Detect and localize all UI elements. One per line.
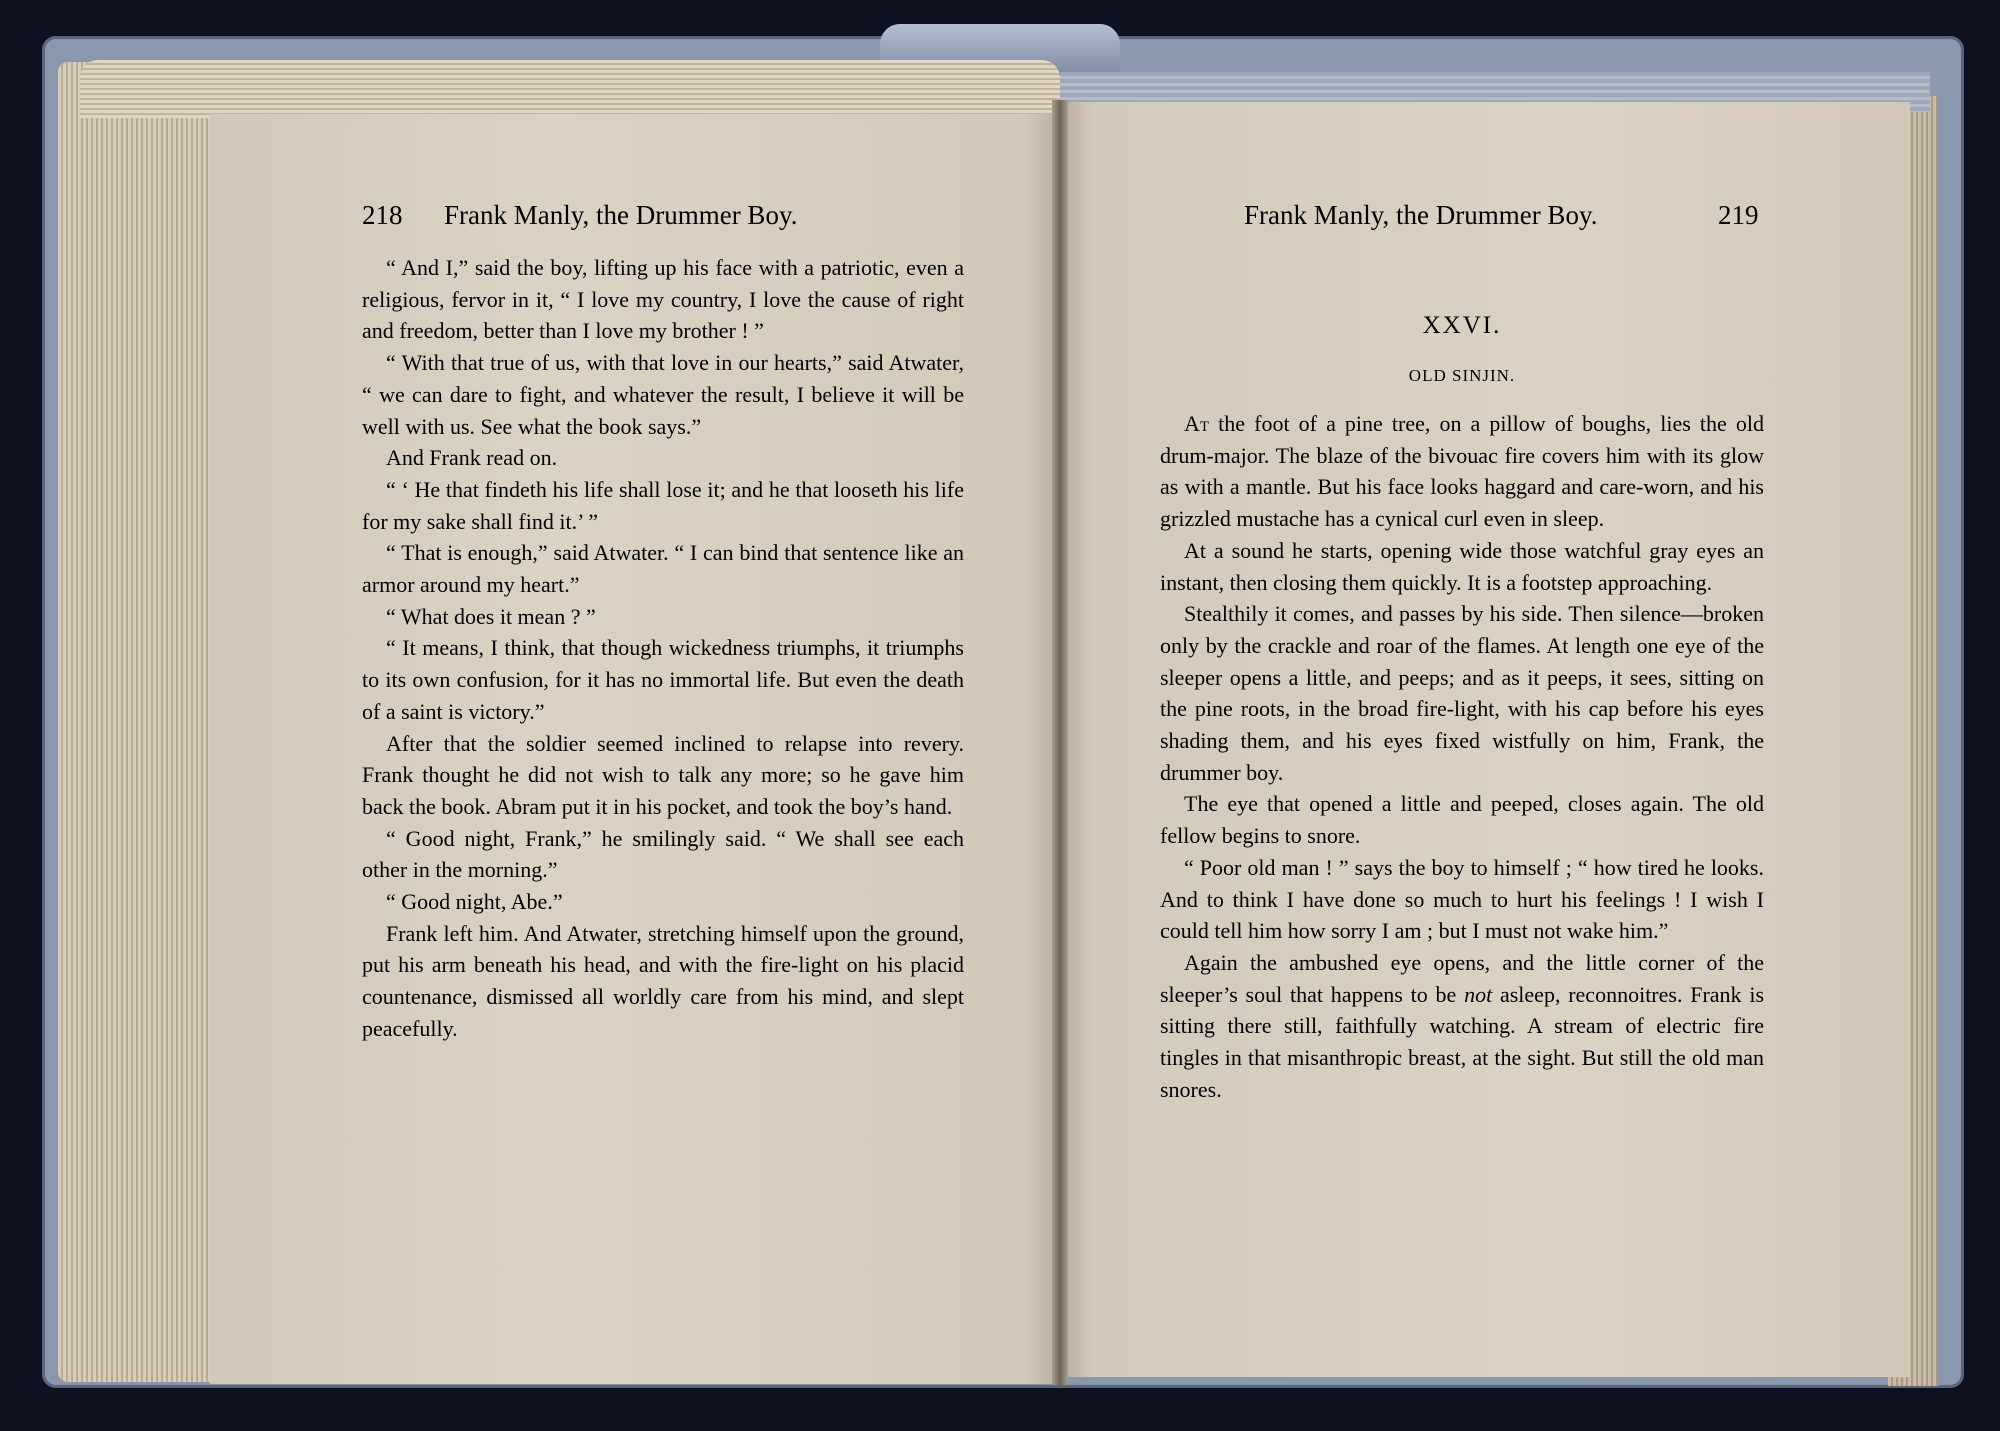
page-edges-top-left bbox=[80, 60, 1060, 118]
paragraph: “ ‘ He that findeth his life shall lose it; and he that looseth his life for my sake shall find it.’ ” bbox=[362, 476, 964, 534]
paragraph: At a sound he starts, opening wide those watchful gray eyes an instant, then closing them quickly. It is a footstep approaching. bbox=[1160, 537, 1764, 595]
paragraph: After that the soldier seemed inclined to relapse into revery. Frank thought he did not wish to talk any more; so he gave him back the book. Abram put it in his pocket, and took the boy’s hand. bbox=[362, 730, 964, 819]
paragraph: “ And I,” said the boy, lifting up his face with a patriotic, even a religious, fervor in it, “ I love my country, I love the cause of right and freedom, better than I love my brother ! ” bbox=[362, 255, 964, 344]
paragraph: The eye that opened a little and peeped, closes again. The old fellow begins to snore. bbox=[1160, 791, 1764, 849]
right-running-head: Frank Manly, the Drummer Boy. bbox=[1244, 200, 1598, 230]
right-page-number: 219 bbox=[1718, 200, 1759, 230]
book-gutter bbox=[1052, 100, 1068, 1385]
paragraph: “ With that true of us, with that love in our hearts,” said Atwater, “ we can dare to fight, and whatever the result, I believe it will be well with us. See what the book says.” bbox=[362, 350, 964, 439]
left-page-number: 218 bbox=[362, 200, 403, 230]
paragraph-text: the foot of a pine tree, on a pillow of boughs, lies the old drum-major. The blaze of the bivouac fire covers him with its glow as with a mantle. But his face looks haggard and care-worn, and his grizzled mustache has a cynical curl even in sleep. bbox=[1160, 411, 1764, 532]
chapter-number: XXVI. bbox=[1422, 312, 1502, 339]
paragraph: And Frank read on. bbox=[386, 445, 558, 471]
page-edges-left bbox=[58, 62, 218, 1382]
paragraph: Frank left him. And Atwater, stretching himself upon the ground, put his arm beneath his head, and with the fire-light on his placid countenance, dismissed all worldly care from his mind, and slept peacefully. bbox=[362, 920, 964, 1041]
drop-word: At bbox=[1184, 411, 1210, 436]
left-running-head: Frank Manly, the Drummer Boy. bbox=[444, 200, 798, 230]
paragraph bbox=[1160, 408, 1764, 535]
paragraph: “ Poor old man ! ” says the boy to himself ; “ how tired he looks. And to think I have done so much to hurt his feelings ! I wish I could tell him how sorry I am ; but I must not wake him.” bbox=[1160, 854, 1764, 944]
paragraph: “ Good night, Frank,” he smilingly said. “ We shall see each other in the morning.” bbox=[362, 825, 964, 883]
paragraph-text: asleep, reconnoitres. Frank is sitting there still, faithfully watching. A stream of electric fire tingles in that misanthropic breast, at the sight. But still the old man snores. bbox=[1160, 981, 1765, 1102]
paragraph-text: Again the ambushed eye opens, and the little corner of the sleeper’s soul that happens to be bbox=[1160, 949, 1764, 1007]
paragraph: “ That is enough,” said Atwater. “ I can bind that sentence like an armor around my heart.” bbox=[362, 540, 964, 598]
paragraph: Stealthily it comes, and passes by his side. Then silence—broken only by the crackle and roar of the flames. At length one eye of the sleeper opens a little, and peeps; and as it peeps, it sees, sitting on the pine roots, in the broad fire-light, with his cap before his eyes shading them, and his eyes fixed wistfully on him, Frank, the drummer boy. bbox=[1160, 601, 1764, 785]
italic-word: not bbox=[1464, 981, 1493, 1007]
paragraph bbox=[1160, 947, 1764, 1106]
paragraph: “ Good night, Abe.” bbox=[386, 889, 563, 915]
left-page-body bbox=[362, 252, 964, 1045]
chapter-title: OLD SINJIN. bbox=[1408, 366, 1516, 385]
paragraph: “ What does it mean ? ” bbox=[386, 603, 596, 629]
right-page-body bbox=[1160, 408, 1764, 1105]
paragraph: “ It means, I think, that though wickedness triumphs, it triumphs to its own confusion, for it has no immortal life. But even the death of a saint is victory.” bbox=[362, 635, 964, 724]
